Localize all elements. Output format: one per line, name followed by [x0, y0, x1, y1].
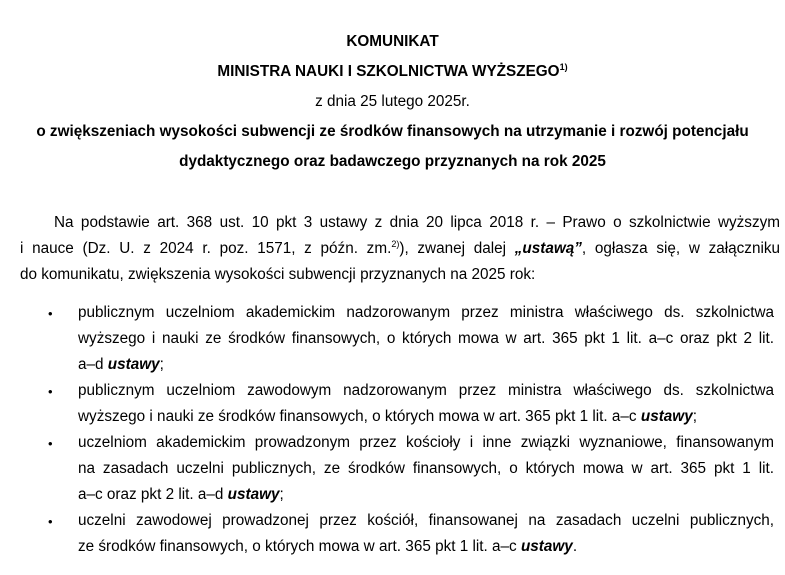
defined-term: ustawy — [107, 356, 160, 373]
list-item — [78, 378, 774, 430]
bullet-marker: • — [48, 436, 53, 451]
list-item — [78, 508, 774, 560]
intro-text: ), zwanej dalej — [399, 240, 515, 257]
bullet-marker: • — [48, 514, 53, 529]
list-item-line: uczelniom akademickim prowadzonym przez kościoły i inne związki wyznaniowe, finansowanym — [78, 434, 774, 451]
list-item-text: . — [572, 538, 578, 555]
list-item-text: ; — [159, 356, 164, 373]
list-item — [78, 300, 774, 378]
document-date: z dnia 25 lutego 2025r. — [315, 93, 470, 110]
intro-line-3: do komunikatu, zwiększenia wysokości subwencji przyznanych na 2025 rok: — [20, 266, 536, 283]
list-item-text: ; — [692, 408, 697, 425]
bullet-marker: • — [48, 384, 53, 399]
bullet-marker: • — [48, 306, 53, 321]
list-item-line — [78, 352, 774, 378]
footnote-ref-2: 2) — [391, 239, 400, 249]
list-item-line: wyższego i nauki ze środków finansowych, o których mowa w art. 365 pkt 1 lit. a–c oraz pkt 2 lit. — [78, 330, 774, 347]
intro-line-1: Na podstawie art. 368 ust. 10 pkt 3 ustawy z dnia 20 lipca 2018 r. – Prawo o szkolnictwie wyższym — [54, 214, 780, 231]
list-item-line: publicznym uczelniom zawodowym nadzorowanym przez ministra właściwego ds. szkolnictwa — [78, 382, 774, 399]
list-item-line: na zasadach uczelni publicznych, ze środków finansowych, o których mowa w art. 365 pkt 1 lit. — [78, 460, 774, 477]
list-item-text: ; — [279, 486, 284, 503]
list-item-line — [78, 534, 774, 560]
list-item — [78, 430, 774, 508]
footnote-ref-1: 1) — [559, 62, 568, 72]
issuer-heading — [0, 63, 785, 81]
list-item-text: a–d — [78, 356, 108, 373]
list-item-line: uczelni zawodowej prowadzonej przez kościół, finansowanej na zasadach uczelni publicznych, — [78, 512, 774, 529]
intro-line-2 — [20, 236, 780, 262]
list-item-text: ze środków finansowych, o których mowa w art. 365 pkt 1 lit. a–c — [78, 538, 521, 555]
list-item-line — [78, 482, 774, 508]
subject-line-2: dydaktycznego oraz badawczego przyznanych na rok 2025 — [179, 153, 606, 170]
defined-term: ustawy — [520, 538, 573, 555]
intro-text: i nauce (Dz. U. z 2024 r. poz. 1571, z późn. zm. — [20, 240, 392, 257]
defined-term: ustawy — [640, 408, 693, 425]
document-title: KOMUNIKAT — [346, 33, 439, 50]
intro-paragraph — [20, 210, 780, 288]
defined-term: ustawy — [227, 486, 280, 503]
subject-line-1: o zwiększeniach wysokości subwencji ze środków finansowych na utrzymanie i rozwój potencjału — [36, 123, 749, 140]
list-item-text: wyższego i nauki ze środków finansowych, o których mowa w art. 365 pkt 1 lit. a–c — [78, 408, 641, 425]
list-item-line — [78, 404, 774, 430]
list-item-line: publicznym uczelniom akademickim nadzorowanym przez ministra właściwego ds. szkolnictwa — [78, 304, 774, 321]
defined-term: „ustawą” — [514, 240, 582, 257]
issuer-text: MINISTRA NAUKI I SZKOLNICTWA WYŻSZEGO — [217, 63, 560, 80]
intro-text: , ogłasza się, w załączniku — [581, 240, 781, 257]
list-item-text: a–c oraz pkt 2 lit. a–d — [78, 486, 228, 503]
